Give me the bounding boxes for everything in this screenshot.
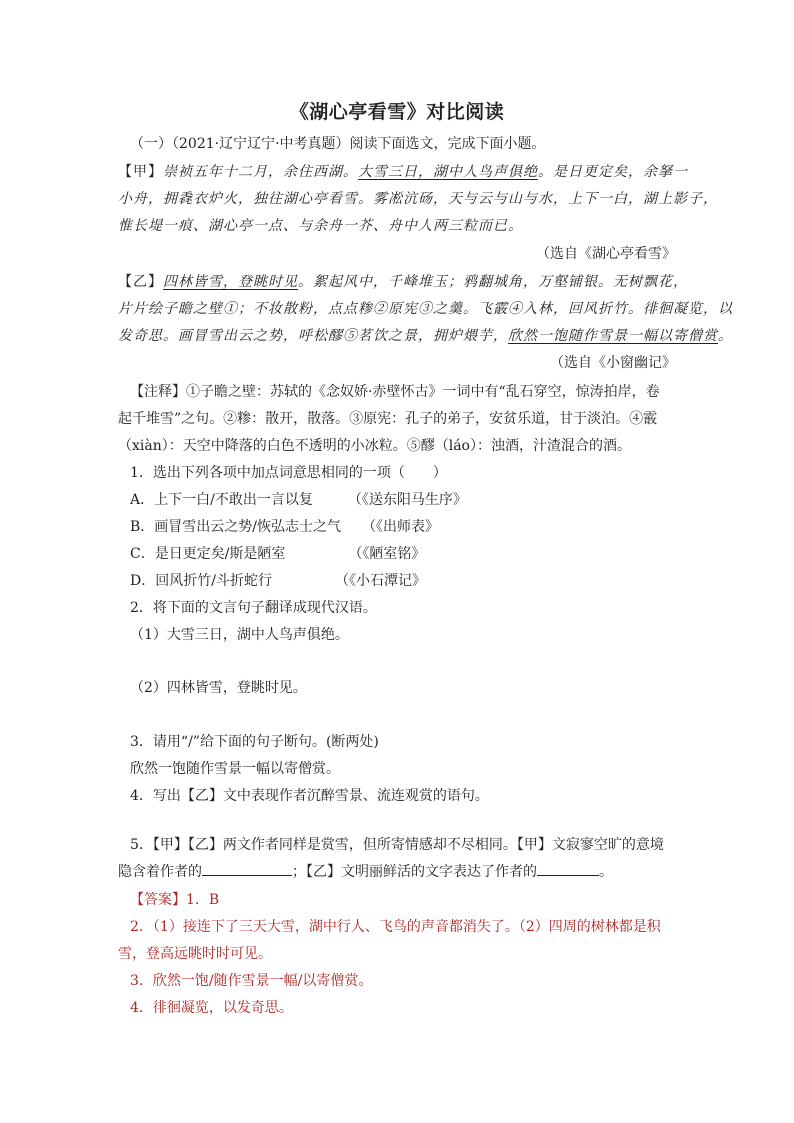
passage-jia-line-3: 惟长堤一痕、湖心亭一点、与余舟一芥、舟中人两三粒而已。 — [118, 218, 523, 234]
question-4-stem: 4．写出【乙】文中表现作者沉醉雪景、流连观赏的语句。 — [130, 788, 489, 804]
question-5-text: 隐含着作者的 — [118, 864, 202, 880]
answer-4: 4．徘徊凝览，以发奇思。 — [130, 1000, 293, 1016]
passage-jia-text: 崇祯五年十二月，余住西湖。 — [163, 164, 358, 180]
question-2-sentence-2: （2）四林皆雪，登眺时见。 — [130, 680, 307, 696]
passage-jia-text: 。是日更定矣，余拏一 — [538, 164, 688, 180]
passage-yi-underlined: 四林皆雪，登眺时见 — [163, 274, 298, 290]
question-1-stem: 1．选出下列各项中加点词意思相同的一项（ ） — [130, 465, 447, 481]
question-2-sentence-1: （1）大雪三日，湖中人鸟声俱绝。 — [130, 627, 349, 643]
answer-blank-2 — [537, 861, 599, 876]
passage-yi-line-2: 片片绘子瞻之壁①；不妆散粉，点点糁②原宪③之羹。飞霰④入林，回风折竹。徘徊凝览，以 — [118, 301, 733, 317]
passage-yi-text: 。 — [718, 328, 733, 344]
notes-line-3: （xiàn）：天空中降落的白色不透明的小冰粒。⑤醪（láo）：浊酒，汁渣混合的酒。 — [118, 438, 631, 454]
passage-jia-tag: 【甲】 — [118, 164, 163, 180]
question-5-text: 。 — [599, 864, 613, 880]
answer-blank-1 — [202, 861, 292, 876]
answer-line-1 — [130, 889, 690, 911]
answer-2-line-2: 雪，登高远眺时时可见。 — [118, 946, 272, 962]
question-5-text: ；【乙】文明丽鲜活的文字表达了作者的 — [292, 864, 537, 880]
answer-3: 3．欣然一饱/随作雪景一幅/以寄僧赏。 — [130, 973, 373, 989]
notes-line-2: 起千堆雪”之句。②糁：散开，散落。③原宪：孔子的弟子，安贫乐道，甘于淡泊。④霰 — [118, 411, 658, 427]
passage-yi-line-1 — [118, 271, 688, 293]
passage-yi-underlined: 欣然一饱随作雪景一幅以寄僧赏 — [508, 328, 718, 344]
passage-jia-underlined: 大雪三日，湖中人鸟声俱绝 — [358, 164, 538, 180]
question-1-option-c: C．是日更定矣/斯是陋室 （《陋室铭》 — [130, 546, 426, 562]
question-1-option-d: D．回风折竹/斗折蛇行 （《小石潭记》 — [130, 573, 426, 589]
passage-yi-text: 。絮起风中，千峰堆玉；鸦翻城角，万壑铺银。无树飘花， — [298, 274, 688, 290]
passage-yi-source: （选自《小窗幽记》 — [550, 355, 676, 371]
passage-jia-line-1 — [118, 161, 688, 183]
answer-1: 1．B — [186, 892, 220, 908]
passage-yi-line-3 — [118, 325, 733, 347]
answer-2-line-1: 2．（1）接连下了三天大雪，湖中行人、飞鸟的声音都消失了。（2）四周的树林都是积 — [130, 919, 661, 935]
passage-jia-source: （选自《湖心亭看雪》 — [536, 246, 676, 262]
passage-yi-tag: 【乙】 — [118, 274, 163, 290]
notes-line-1: 【注释】①子瞻之壁：苏轼的《念奴娇·赤壁怀古》一词中有“乱石穿空，惊涛拍岸，卷 — [130, 384, 660, 400]
page-title: 《湖心亭看雪》对比阅读 — [289, 101, 505, 123]
question-2-stem: 2．将下面的文言句子翻译成现代汉语。 — [130, 600, 377, 616]
question-3-stem: 3．请用“/”给下面的句子断句。(断两处) — [130, 734, 379, 750]
question-1-option-b: B．画冒雪出云之势/恢弘志士之气 （《出师表》 — [130, 519, 440, 535]
passage-jia-line-2: 小舟，拥毳衣炉火，独往湖心亭看雪。雾凇沆砀，天与云与山与水，上下一白，湖上影子， — [118, 191, 718, 207]
question-1-option-a: A．上下一白/不敢出一言以复 （《送东阳马生序》 — [130, 492, 467, 508]
question-5-line-1: 5．【甲】【乙】两文作者同样是赏雪，但所寄情感却不尽相同。【甲】文寂寥空旷的意境 — [130, 837, 664, 853]
question-3-sentence: 欣然一饱随作雪景一幅以寄僧赏。 — [130, 761, 340, 777]
question-5-line-2 — [118, 861, 678, 883]
passage-yi-text: 发奇思。画冒雪出云之势，呼松醪⑤茗饮之景，拥炉煨芋， — [118, 328, 508, 344]
answer-tag: 【答案】 — [130, 892, 186, 908]
intro-line: （一）（2021·辽宁辽宁·中考真题）阅读下面选文，完成下面小题。 — [130, 136, 546, 152]
